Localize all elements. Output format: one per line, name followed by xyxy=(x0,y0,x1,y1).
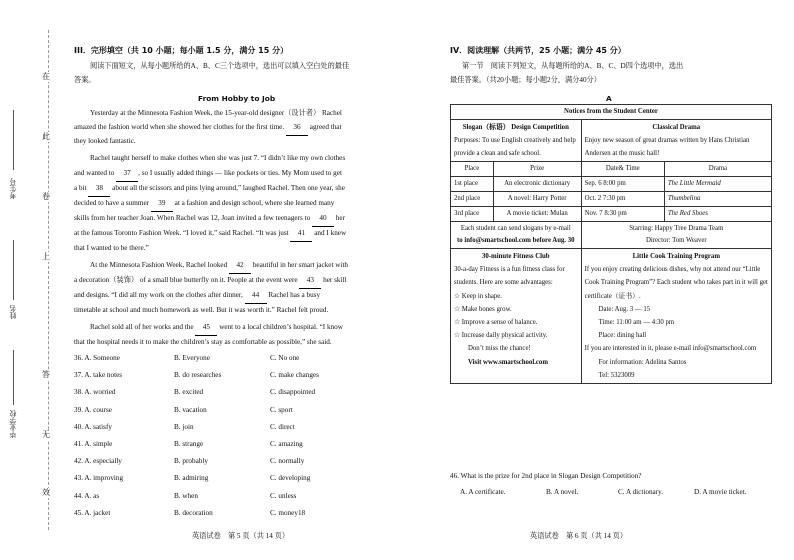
passage-line: Rachel taught herself to make clothes when she was just 7. “I didn’t like my own clothes xyxy=(90,154,346,162)
cook-place: Place: dining hall xyxy=(598,332,647,340)
header-drama: Drama xyxy=(664,162,771,177)
table-row xyxy=(451,207,772,222)
table-header-row xyxy=(451,162,772,177)
passage-line: skills from her teacher Joan. When Rachel was 12, Joan invited a few teenagers to 40 her xyxy=(74,212,345,227)
option-40-b[interactable]: B. join xyxy=(174,422,194,431)
table-heading: Notices from the Student Center xyxy=(451,105,772,120)
slogan-text: Purposes: To use English creatively and help provide a clean and safe school. xyxy=(454,137,576,157)
cook-time: Time: 11:00 am — 4:30 pm xyxy=(598,319,675,327)
question-46: 46. What is the prize for 2nd place in Slogan Design Competition? xyxy=(450,472,642,480)
margin-char: 在 xyxy=(42,72,50,81)
label-exam-number: 考生号 xyxy=(9,178,17,199)
margin-char: 卷 xyxy=(42,192,50,201)
option-39-c[interactable]: C. sport xyxy=(270,405,293,414)
option-44-a[interactable]: 44. A. as xyxy=(74,491,100,500)
passage-line: At the Minnesota Fashion Week, Rachel looked 42 beautiful in her smart jacket with xyxy=(90,259,348,274)
fitness-item: ☆ Increase daily physical activity. xyxy=(454,332,548,340)
page-footer: 英语试卷 第 6 页（共 14 页） xyxy=(530,532,628,540)
director: Director: Tom Weaver xyxy=(645,237,707,244)
option-36-b[interactable]: B. Everyone xyxy=(174,354,210,362)
send-line: Each student can send slogans by e-mail xyxy=(460,225,571,232)
passage-line: at the famous Toronto Fashion Week. “I loved it,” said Rachel. “It was just 41 and I knew xyxy=(74,227,346,242)
blank-43[interactable]: 43 xyxy=(299,274,321,289)
cell: The Little Mermaid xyxy=(664,177,771,192)
blank-38[interactable]: 38 xyxy=(88,182,110,197)
instruction: 最佳答案。（共20小题；每小题2分，满分40分） xyxy=(450,76,601,84)
option-38-b[interactable]: B. excited xyxy=(174,388,204,397)
margin-char: 此 xyxy=(42,132,50,141)
option-43-c[interactable]: C. developing xyxy=(270,474,311,483)
section-title: IV．阅读理解（共两节，25 小题；满分 45 分） xyxy=(450,46,626,55)
passage-line: timetable at school and much homework as well. But it was worth it.” Rachel felt proud. xyxy=(74,306,329,314)
option-41-a[interactable]: 41. A. simple xyxy=(74,440,113,448)
margin-char: 上 xyxy=(42,252,50,261)
option-43-b[interactable]: B. admiring xyxy=(174,474,209,483)
passage-line: a decoration（装饰） of a small blue butterfly on it. People at the event were 43 her skill xyxy=(74,274,347,289)
section-title: III．完形填空（共 10 小题；每小题 1.5 分，满分 15 分） xyxy=(74,46,289,55)
passage-line: decided to have a summer 39 at a fashion and design school, where she learned many xyxy=(74,197,334,212)
option-41-c[interactable]: C. amazing xyxy=(270,440,303,448)
cook-tel: Tel: 5323009 xyxy=(598,371,635,379)
cell: Sep. 6 8:00 pm xyxy=(581,177,664,192)
fitness-visit: Visit www.smartschool.com xyxy=(468,358,548,366)
send-cell xyxy=(451,222,582,249)
cell: 3rd place xyxy=(451,207,494,222)
margin-char: 效 xyxy=(42,488,50,497)
drama-cell xyxy=(581,120,771,162)
passage-line: a bit 38 about all the scissors and pins lying around,” laughed Rachel. Then one year, she xyxy=(74,182,345,197)
blank-44[interactable]: 44 xyxy=(245,289,267,304)
passage-letter: A xyxy=(606,94,612,103)
margin-char: 答 xyxy=(42,370,50,379)
cell: The Red Shoes xyxy=(664,207,771,222)
fill-line xyxy=(13,110,14,170)
cell: Thumbelina xyxy=(664,192,771,207)
cell: A novel: Harry Potter xyxy=(493,192,581,207)
cell: Oct. 2 7:30 pm xyxy=(581,192,664,207)
table-row xyxy=(451,177,772,192)
slogan-cell xyxy=(451,120,582,162)
answer-b[interactable]: B. A novel. xyxy=(546,488,579,496)
slogan-title: Slogan（标语） Design Competition xyxy=(462,124,569,131)
label-school: 毕业学校 xyxy=(9,410,17,438)
fill-line xyxy=(13,350,14,405)
binding-margin xyxy=(0,0,60,560)
cook-info: For information: Adelina Santos xyxy=(598,358,687,366)
passage-line: and designs. “I did all my work on the clothes after dinner, 44 Rachel has a busy xyxy=(74,289,320,304)
fitness-cell xyxy=(451,249,582,384)
fitness-item: ☆ Make bones grow. xyxy=(454,305,512,313)
cook-title: Little Cook Training Program xyxy=(632,253,720,260)
answer-d[interactable]: D. A movie ticket. xyxy=(694,488,747,496)
cell: Nov. 7 8:30 pm xyxy=(581,207,664,222)
option-36-a[interactable]: 36. A. Someone xyxy=(74,354,120,362)
option-38-c[interactable]: C. disappointed xyxy=(270,388,316,397)
passage-line: that the hospital needs it to make the children’s stay as comfortable as possible,” she said. xyxy=(74,338,332,346)
option-42-b[interactable]: B. probably xyxy=(174,457,208,466)
option-42-a[interactable]: 42. A. especially xyxy=(74,457,122,466)
option-39-b[interactable]: B. vacation xyxy=(174,405,207,414)
cell: A movie ticket: Mulan xyxy=(493,207,581,222)
passage-line: amazed the fashion world when she showed her clothes for the first time. 36 agreed that xyxy=(74,121,342,136)
send-line: to info@smartschool.com before Aug. 30 xyxy=(457,237,575,244)
option-44-c[interactable]: C. unless xyxy=(270,491,297,500)
header-place: Place xyxy=(451,162,494,177)
instruction: 阅读下面短文，从每小题所给的A、B、C三个选项中，选出可以填入空白处的最佳 xyxy=(90,62,350,70)
page-footer: 英语试卷 第 5 页（共 14 页） xyxy=(192,532,290,540)
option-37-b[interactable]: B. do researches xyxy=(174,371,222,380)
option-45-c[interactable]: C. money18 xyxy=(270,508,306,517)
cell: 1st place xyxy=(451,177,494,192)
cook-intro: If you enjoy creating delicious dishes, why not attend our “Little Cook Training Program”? Each student who takes part in it will get certificate（证书）. xyxy=(584,266,768,300)
answer-a[interactable]: A. A certificate. xyxy=(460,488,506,496)
passage-line: Rachel sold all of her works and the 45 went to a local children’s hospital. “I know xyxy=(90,321,343,336)
label-name: 姓名 xyxy=(9,305,17,319)
passage-line: Yesterday at the Minnesota Fashion Week, the 15-year-old designer（设计者） Rachel xyxy=(90,109,342,117)
passage-line: and wanted to 37 , so I usually added things — like pockets or ties. My Mom used to get xyxy=(74,167,342,182)
drama-title: Classical Drama xyxy=(652,124,701,131)
cook-email: If you are interested in it, please e-mail info@smartschool.com xyxy=(584,345,757,353)
blank-42[interactable]: 42 xyxy=(229,259,251,274)
option-38-a[interactable]: 38. A. worried xyxy=(74,388,116,397)
cell: An electronic dictionary xyxy=(493,177,581,192)
option-44-b[interactable]: B. when xyxy=(174,491,198,500)
drama-text: Enjoy new season of great dramas written by Hans Christian Andersen at the music hall! xyxy=(584,137,750,157)
fitness-title: 30-minute Fitness Club xyxy=(481,253,550,260)
blank-39[interactable]: 39 xyxy=(151,197,173,212)
passage-line: that I wanted to be there.” xyxy=(74,244,149,252)
instruction: 第一节 阅读下列短文，从每题所给的A、B、C、D四个选项中，选出 xyxy=(462,62,684,70)
option-37-a[interactable]: 37. A. take notes xyxy=(74,371,123,380)
fitness-item: ☆ Improve a sense of balance. xyxy=(454,319,538,327)
table-row xyxy=(451,192,772,207)
fill-line xyxy=(13,240,14,300)
option-45-b[interactable]: B. decoration xyxy=(174,508,213,517)
blank-36[interactable]: 36 xyxy=(286,121,308,136)
cook-date: Date: Aug. 3 — 15 xyxy=(598,305,651,313)
cut-line xyxy=(48,30,49,530)
fitness-item: ☆ Keep in shape. xyxy=(454,292,502,300)
blank-37[interactable]: 37 xyxy=(116,167,138,182)
margin-char: 无 xyxy=(42,430,50,439)
answer-c[interactable]: C. A dictionary. xyxy=(618,488,664,496)
blank-45[interactable]: 45 xyxy=(195,321,217,336)
blank-41[interactable]: 41 xyxy=(290,227,312,242)
option-45-a[interactable]: 45. A. jacket xyxy=(74,508,111,517)
cell: 2nd place xyxy=(451,192,494,207)
header-prize: Prize xyxy=(493,162,581,177)
fitness-miss: Don’t miss the chance! xyxy=(468,345,531,353)
passage-line: they looked fantastic. xyxy=(74,137,136,145)
option-40-a[interactable]: 40. A. satisfy xyxy=(74,422,112,431)
passage-title: From Hobby to Job xyxy=(198,94,276,103)
starring: Starring: Happy Tree Drama Team xyxy=(629,225,724,232)
option-39-a[interactable]: 39. A. course xyxy=(74,405,112,414)
blank-40[interactable]: 40 xyxy=(312,212,334,227)
staff-cell xyxy=(581,222,771,249)
option-42-c[interactable]: C. normally xyxy=(270,457,305,466)
header-date: Date& Time xyxy=(581,162,664,177)
option-41-b[interactable]: B. strange xyxy=(174,440,204,448)
cook-cell xyxy=(581,249,771,384)
option-36-c[interactable]: C. No one xyxy=(270,354,300,362)
option-37-c[interactable]: C. make changes xyxy=(270,371,319,380)
option-40-c[interactable]: C. direct xyxy=(270,422,295,431)
notices-table xyxy=(450,104,772,384)
option-43-a[interactable]: 43. A. improving xyxy=(74,474,124,483)
instruction: 答案。 xyxy=(74,76,96,84)
fitness-intro: 30-a-day Fitness is a fun fitness class for students. Here are some advantages: xyxy=(454,266,565,287)
